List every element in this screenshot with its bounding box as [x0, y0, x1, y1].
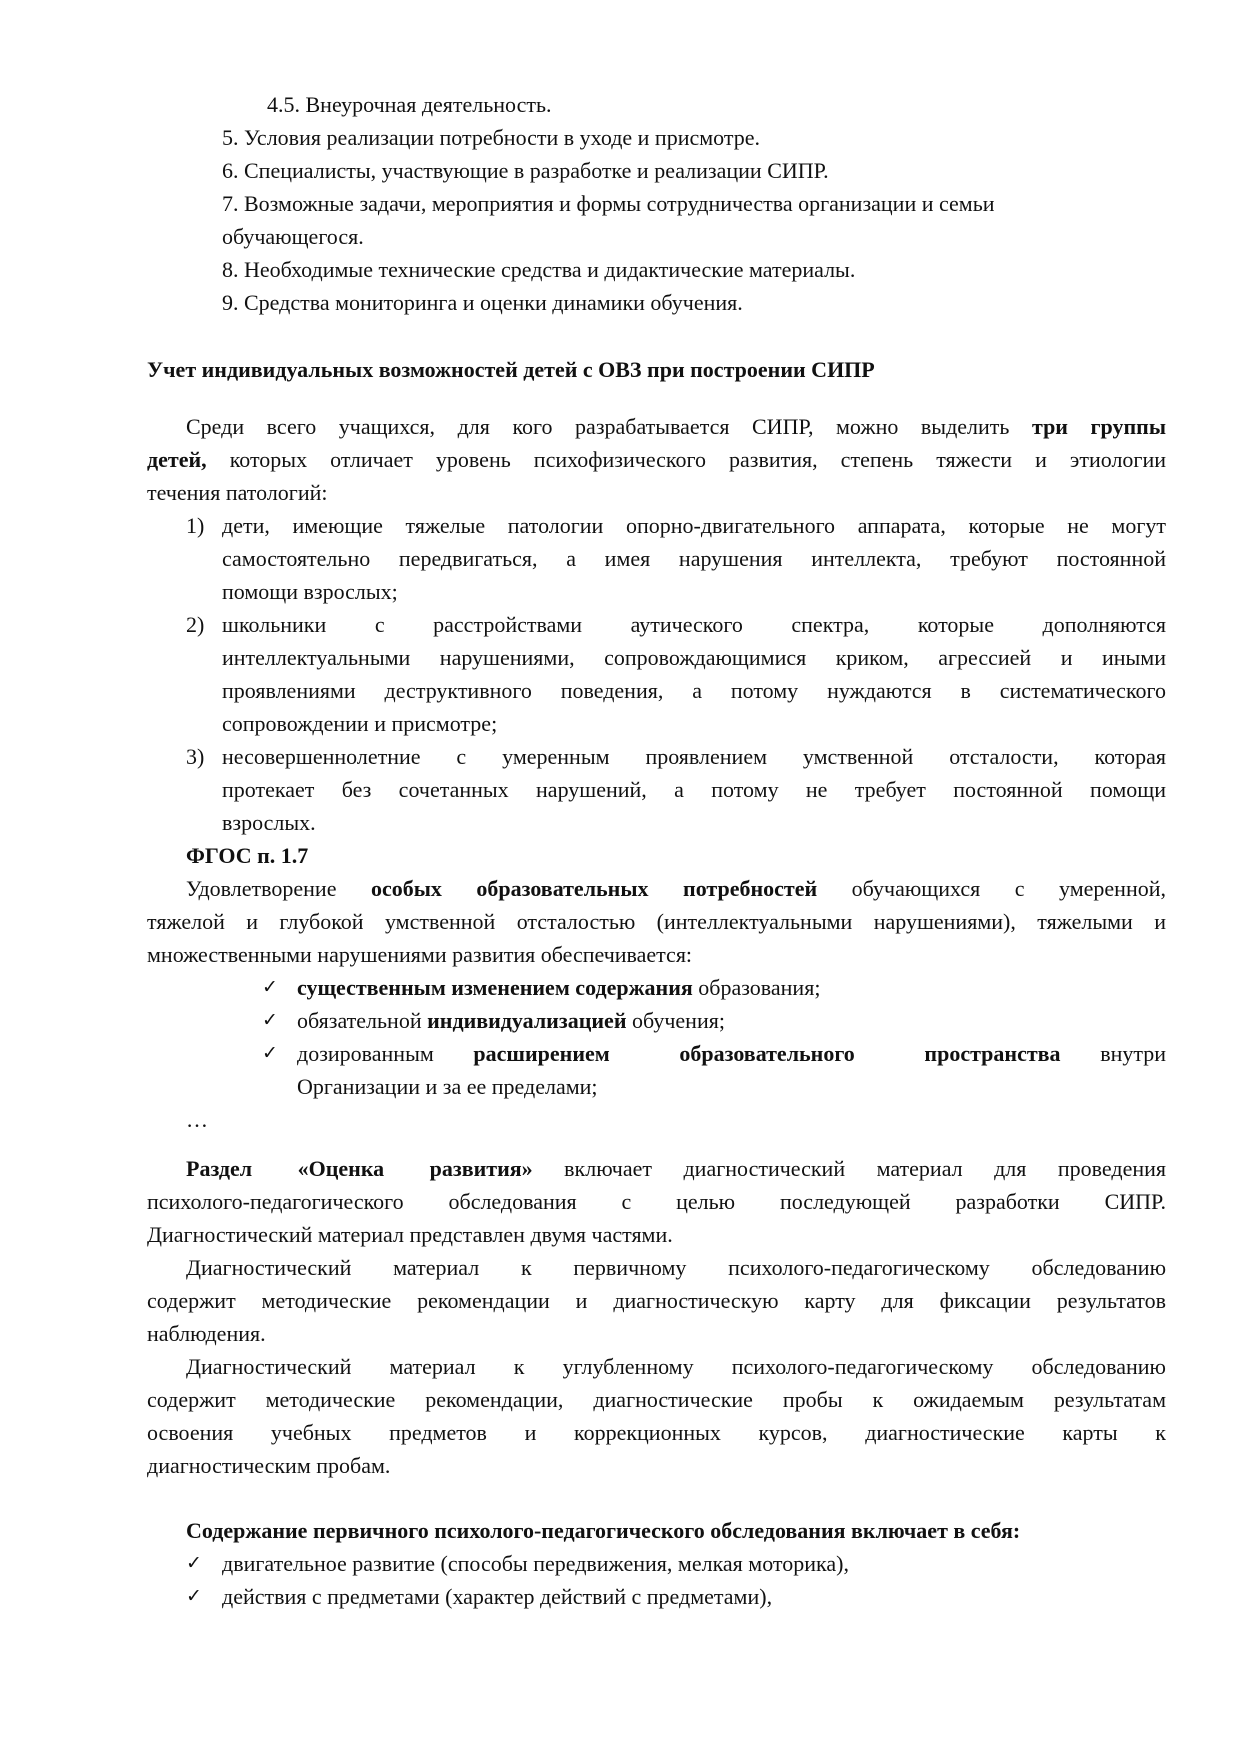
group-2-line: интеллектуальными нарушениями, сопровождающимися криком, агрессией и иными	[222, 645, 1166, 670]
toc-item-7-cont: обучающегося.	[222, 224, 364, 249]
toc-item-7: 7. Возможные задачи, мероприятия и формы сотрудничества организации и семьи	[222, 191, 995, 216]
bullet-bold: индивидуализацией	[427, 1008, 627, 1033]
group-3-line: взрослых.	[222, 810, 316, 835]
group-3-line: несовершеннолетние с умеренным проявлением умственной отсталости, которая	[222, 744, 1166, 769]
fgos-line-3: множественными нарушениями развития обеспечивается:	[147, 942, 693, 967]
toc-item-9: 9. Средства мониторинга и оценки динамики обучения.	[222, 290, 743, 315]
assessment-line-2: психолого-педагогического обследования с целью последующей разработки СИПР.	[147, 1189, 1166, 1214]
assessment-p3-line-4: диагностическим пробам.	[147, 1453, 391, 1478]
toc-item-8: 8. Необходимые технические средства и дидактические материалы.	[222, 257, 856, 282]
assessment-p3-line-1: Диагностический материал к углубленному психолого-педагогическому обследованию	[186, 1354, 1166, 1379]
content-item: действия с предметами (характер действий с предметами),	[222, 1584, 773, 1609]
assessment-p3-line-3: освоения учебных предметов и коррекционных курсов, диагностические карты к	[147, 1420, 1166, 1445]
bullet-text: обязательной	[297, 1008, 422, 1033]
fgos-line-1	[186, 872, 1166, 905]
group-3-line: протекает без сочетанных нарушений, а потому не требует постоянной помощи	[222, 777, 1166, 802]
assessment-bold: Раздел «Оценка развития»	[186, 1156, 533, 1181]
intro-bold-children: детей,	[147, 447, 207, 472]
fgos-bullet-2	[297, 1004, 725, 1037]
group-number: 1)	[186, 513, 205, 538]
checkmark-icon: ✓	[262, 976, 278, 998]
fgos-bullet-3	[297, 1037, 1166, 1070]
content-item: двигательное развитие (способы передвижения, мелкая моторика),	[222, 1551, 849, 1576]
assessment-p3-line-2: содержит методические рекомендации, диагностические пробы к ожидаемым результатам	[147, 1387, 1166, 1412]
intro-line-3: течения патологий:	[147, 480, 328, 505]
intro-text: которых отличает уровень психофизического развития, степень тяжести и этиологии	[229, 447, 1166, 472]
bullet-bold: расширением образовательного пространства	[473, 1041, 1061, 1066]
toc-item-6: 6. Специалисты, участвующие в разработке и реализации СИПР.	[222, 158, 829, 183]
toc-item-5: 5. Условия реализации потребности в уходе и присмотре.	[222, 125, 761, 150]
intro-line-1	[186, 410, 1166, 443]
group-2-line: школьники с расстройствами аутического спектра, которые дополняются	[222, 612, 1166, 637]
assessment-line-3: Диагностический материал представлен двумя частями.	[147, 1222, 673, 1247]
checkmark-icon: ✓	[262, 1042, 278, 1064]
checkmark-icon: ✓	[262, 1009, 278, 1031]
fgos-text: Удовлетворение	[186, 876, 337, 901]
group-1-line: дети, имеющие тяжелые патологии опорно-двигательного аппарата, которые не могут	[222, 513, 1166, 538]
group-1-line: помощи взрослых;	[222, 579, 398, 604]
intro-line-2	[147, 443, 1166, 476]
checkmark-icon: ✓	[186, 1552, 202, 1574]
toc-item-4-5: 4.5. Внеурочная деятельность.	[267, 92, 552, 117]
fgos-bullet-3-cont: Организации и за ее пределами;	[297, 1074, 598, 1099]
assessment-p2-line-2: содержит методические рекомендации и диагностическую карту для фиксации результатов	[147, 1288, 1166, 1313]
assessment-p2-line-1: Диагностический материал к первичному психолого-педагогическому обследованию	[186, 1255, 1166, 1280]
bullet-bold: существенным изменением содержания	[297, 975, 693, 1000]
bullet-text: обучения;	[632, 1008, 725, 1033]
fgos-text: обучающихся с умеренной,	[851, 876, 1166, 901]
content-heading: Содержание первичного психолого-педагогического обследования включает в себя:	[186, 1518, 1021, 1543]
group-2-line: сопровождении и присмотре;	[222, 711, 498, 736]
intro-bold-groups: три группы	[1032, 414, 1166, 439]
assessment-text: включает диагностический материал для проведения	[564, 1156, 1166, 1181]
bullet-text: образования;	[698, 975, 821, 1000]
bullet-text: дозированным	[297, 1041, 434, 1066]
assessment-line-1	[186, 1152, 1166, 1185]
group-number: 2)	[186, 612, 205, 637]
group-2-line: проявлениями деструктивного поведения, а потому нуждаются в систематического	[222, 678, 1166, 703]
checkmark-icon: ✓	[186, 1585, 202, 1607]
group-number: 3)	[186, 744, 205, 769]
group-1-line: самостоятельно передвигаться, а имея нарушения интеллекта, требуют постоянной	[222, 546, 1166, 571]
ellipsis: …	[186, 1107, 208, 1132]
section-heading: Учет индивидуальных возможностей детей с ОВЗ при построении СИПР	[147, 357, 875, 382]
intro-text: Среди всего учащихся, для кого разрабатывается СИПР, можно выделить	[186, 414, 1010, 439]
fgos-bold-needs: особых образовательных потребностей	[370, 876, 818, 901]
fgos-heading: ФГОС п. 1.7	[186, 843, 309, 868]
fgos-bullet-1	[297, 971, 820, 1004]
assessment-p2-line-3: наблюдения.	[147, 1321, 266, 1346]
fgos-line-2: тяжелой и глубокой умственной отсталостью (интеллектуальными нарушениями), тяжелыми и	[147, 909, 1166, 934]
bullet-text: внутри	[1100, 1041, 1166, 1066]
